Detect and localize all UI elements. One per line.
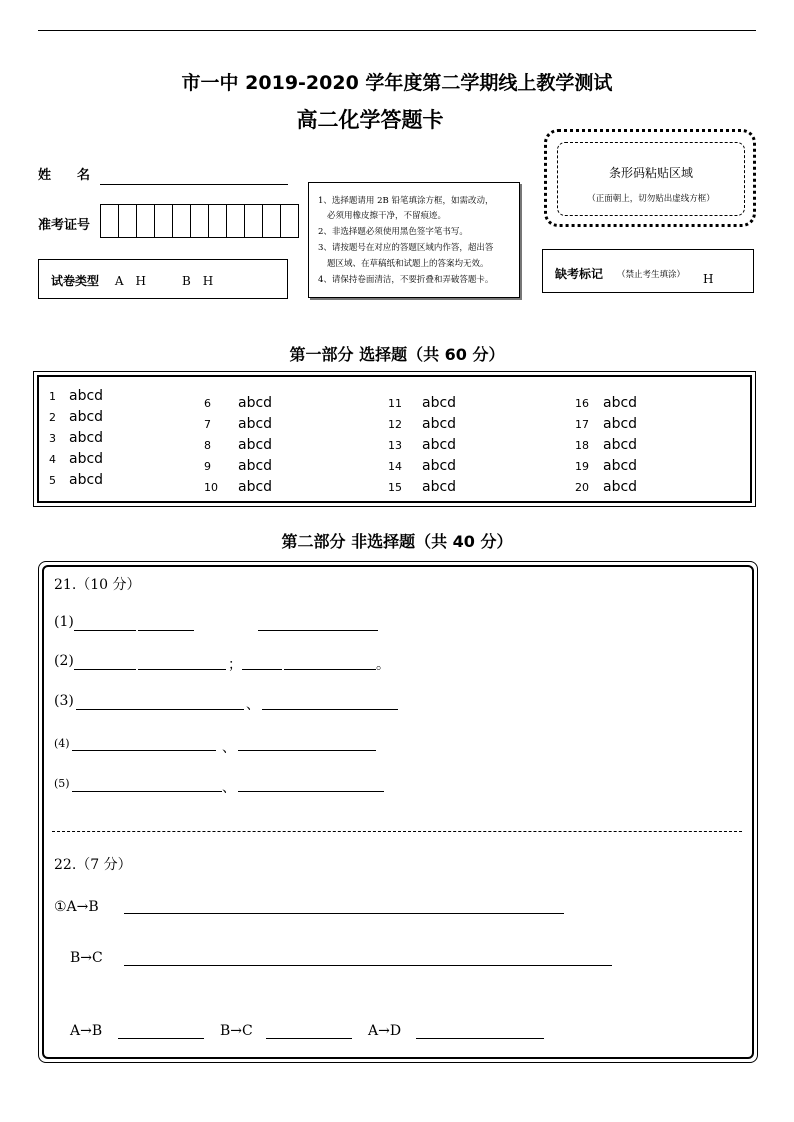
- mc-question[interactable]: [204, 434, 272, 453]
- notice-box: [308, 182, 520, 298]
- mc-question[interactable]: [204, 476, 272, 495]
- q22-ad-blank[interactable]: [416, 1038, 544, 1039]
- mc-options[interactable]: abcd: [603, 437, 638, 453]
- mc-options[interactable]: abcd: [603, 416, 638, 432]
- q21-p2-label: (2): [54, 653, 74, 669]
- digit-box[interactable]: [137, 205, 155, 237]
- mc-number: 13: [388, 439, 402, 452]
- mc-question[interactable]: [388, 413, 456, 432]
- question-divider: [52, 831, 742, 832]
- mc-number: 9: [204, 460, 211, 473]
- q21-p4-label: (4): [54, 737, 70, 750]
- mc-number: 8: [204, 439, 211, 452]
- mc-number: 11: [388, 397, 402, 410]
- mc-question[interactable]: [388, 434, 456, 453]
- q22-title: 22.（7 分）: [54, 857, 132, 873]
- mc-options[interactable]: abcd: [422, 395, 457, 411]
- mc-question[interactable]: [49, 469, 103, 488]
- mc-options[interactable]: abcd: [69, 409, 104, 425]
- q21-p2-blank-a[interactable]: [74, 669, 136, 670]
- q21-p3-blank-a[interactable]: [76, 709, 244, 710]
- mc-question[interactable]: [575, 476, 637, 495]
- name-field[interactable]: [100, 184, 288, 185]
- digit-box[interactable]: [227, 205, 245, 237]
- notice-line: 题区域、在草稿纸和试题上的答案均无效。: [327, 259, 489, 269]
- absent-mark[interactable]: H: [703, 272, 714, 286]
- mc-question[interactable]: [204, 413, 272, 432]
- part2-heading: 第二部分 非选择题（共 40 分）: [281, 532, 513, 551]
- mc-number: 2: [49, 411, 56, 424]
- q21-p5-sep: 、: [222, 780, 236, 796]
- notice-line: 4、请保持卷面清洁，不要折叠和弄破答题卡。: [318, 275, 494, 285]
- mc-number: 5: [49, 474, 56, 487]
- mc-number: 10: [204, 481, 218, 494]
- q22-line2-blank[interactable]: [124, 965, 612, 966]
- absent-label: 缺考标记: [555, 267, 604, 281]
- card-title: 高二化学答题卡: [296, 108, 444, 132]
- q21-p1-label: (1): [54, 614, 74, 630]
- mc-number: 19: [575, 460, 589, 473]
- mc-options[interactable]: abcd: [238, 395, 273, 411]
- mc-options[interactable]: abcd: [69, 430, 104, 446]
- q21-p3-sep: 、: [246, 697, 260, 713]
- mc-question[interactable]: [204, 392, 272, 411]
- digit-box[interactable]: [173, 205, 191, 237]
- mc-options[interactable]: abcd: [238, 479, 273, 495]
- absent-hint: （禁止考生填涂）: [617, 270, 686, 280]
- q22-line1-blank[interactable]: [124, 913, 564, 914]
- digit-box[interactable]: [155, 205, 173, 237]
- mc-options[interactable]: abcd: [69, 472, 104, 488]
- mc-number: 4: [49, 453, 56, 466]
- q21-p1-blank-b[interactable]: [138, 630, 194, 631]
- digit-box[interactable]: [191, 205, 209, 237]
- mc-question[interactable]: [575, 392, 637, 411]
- mc-number: 6: [204, 397, 211, 410]
- mc-options[interactable]: abcd: [422, 458, 457, 474]
- q21-p2-blank-d[interactable]: [284, 669, 376, 670]
- mc-number: 1: [49, 390, 56, 403]
- q21-p1-blank-c[interactable]: [258, 630, 378, 631]
- mc-number: 12: [388, 418, 402, 431]
- q21-p5-blank-a[interactable]: [72, 791, 222, 792]
- paper-type-label: 试卷类型: [51, 274, 100, 288]
- notice-line: 2、非选择题必须使用黑色签字笔书写。: [318, 227, 468, 237]
- q21-p2-blank-b[interactable]: [138, 669, 226, 670]
- free-response-area: [42, 565, 754, 1059]
- mc-question[interactable]: [388, 392, 456, 411]
- mc-question[interactable]: [575, 455, 637, 474]
- notice-line: 必须用橡皮擦干净，不留痕迹。: [327, 211, 447, 221]
- absent-mark-box[interactable]: [542, 249, 754, 293]
- q21-p5-blank-b[interactable]: [238, 791, 384, 792]
- q22-bc-blank[interactable]: [266, 1038, 352, 1039]
- q22-line1-label: ①A→B: [54, 899, 99, 915]
- q21-p4-blank-b[interactable]: [238, 750, 376, 751]
- q21-p4-sep: 、: [222, 740, 236, 756]
- digit-box[interactable]: [245, 205, 263, 237]
- digit-box[interactable]: [119, 205, 137, 237]
- notice-line: 3、请按题号在对应的答题区域内作答，超出答: [318, 243, 494, 253]
- digit-box[interactable]: [101, 205, 119, 237]
- mc-question[interactable]: [388, 455, 456, 474]
- barcode-hint: （正面朝上，切勿贴出虚线方框）: [587, 194, 715, 204]
- name-label: 姓 名: [38, 168, 91, 183]
- mc-area: [37, 375, 752, 503]
- part1-heading: 第一部分 选择题（共 60 分）: [289, 345, 505, 364]
- mc-question[interactable]: [204, 455, 272, 474]
- exam-title: 市一中 2019-2020 学年度第二学期线上教学测试: [181, 72, 613, 94]
- mc-question[interactable]: [49, 385, 103, 404]
- mc-options[interactable]: abcd: [69, 388, 104, 404]
- q22-ad-label: A→D: [368, 1023, 402, 1039]
- mc-options[interactable]: abcd: [422, 437, 457, 453]
- mc-options[interactable]: abcd: [422, 479, 457, 495]
- digit-box[interactable]: [209, 205, 227, 237]
- mc-options[interactable]: abcd: [238, 458, 273, 474]
- q21-p4-blank-a[interactable]: [72, 750, 216, 751]
- digit-box[interactable]: [281, 205, 298, 237]
- q21-p3-label: (3): [54, 693, 74, 709]
- mc-number: 16: [575, 397, 589, 410]
- mc-number: 17: [575, 418, 589, 431]
- top-rule: [38, 30, 756, 31]
- mc-options[interactable]: abcd: [603, 458, 638, 474]
- mc-options[interactable]: abcd: [422, 416, 457, 432]
- q21-p2-blank-c[interactable]: [242, 669, 282, 670]
- mc-question[interactable]: [575, 434, 637, 453]
- q21-p2-semicolon: ；: [228, 657, 242, 673]
- mc-options[interactable]: abcd: [238, 416, 273, 432]
- q22-ab-label: A→B: [70, 1023, 103, 1039]
- paper-type-box[interactable]: [38, 259, 288, 299]
- q21-p2-period: 。: [376, 657, 390, 673]
- barcode-title: 条形码粘贴区域: [608, 166, 693, 180]
- q21-p3-blank-b[interactable]: [262, 709, 398, 710]
- mc-number: 7: [204, 418, 211, 431]
- q21-title: 21.（10 分）: [54, 577, 141, 593]
- q22-line2-label: B→C: [70, 950, 103, 966]
- q21-p5-label: (5): [54, 777, 70, 790]
- q22-ab-blank[interactable]: [118, 1038, 204, 1039]
- mc-question[interactable]: [388, 476, 456, 495]
- mc-number: 15: [388, 481, 402, 494]
- mc-question[interactable]: [49, 427, 103, 446]
- mc-options[interactable]: abcd: [69, 451, 104, 467]
- mc-options[interactable]: abcd: [238, 437, 273, 453]
- mc-number: 3: [49, 432, 56, 445]
- mc-number: 18: [575, 439, 589, 452]
- mc-options[interactable]: abcd: [603, 479, 638, 495]
- q21-p1-blank-a[interactable]: [74, 630, 136, 631]
- mc-options[interactable]: abcd: [603, 395, 638, 411]
- mc-question[interactable]: [49, 406, 103, 425]
- paper-type-options[interactable]: A H B H: [114, 274, 214, 288]
- mc-question[interactable]: [575, 413, 637, 432]
- q22-bc-label: B→C: [220, 1023, 253, 1039]
- mc-number: 20: [575, 481, 589, 494]
- exam-no-boxes[interactable]: [100, 204, 299, 238]
- exam-no-label: 准考证号: [38, 218, 91, 233]
- mc-question[interactable]: [49, 448, 103, 467]
- digit-box[interactable]: [263, 205, 281, 237]
- notice-line: 1、选择题请用 2B 铅笔填涂方框，如需改动，: [318, 196, 494, 206]
- mc-number: 14: [388, 460, 402, 473]
